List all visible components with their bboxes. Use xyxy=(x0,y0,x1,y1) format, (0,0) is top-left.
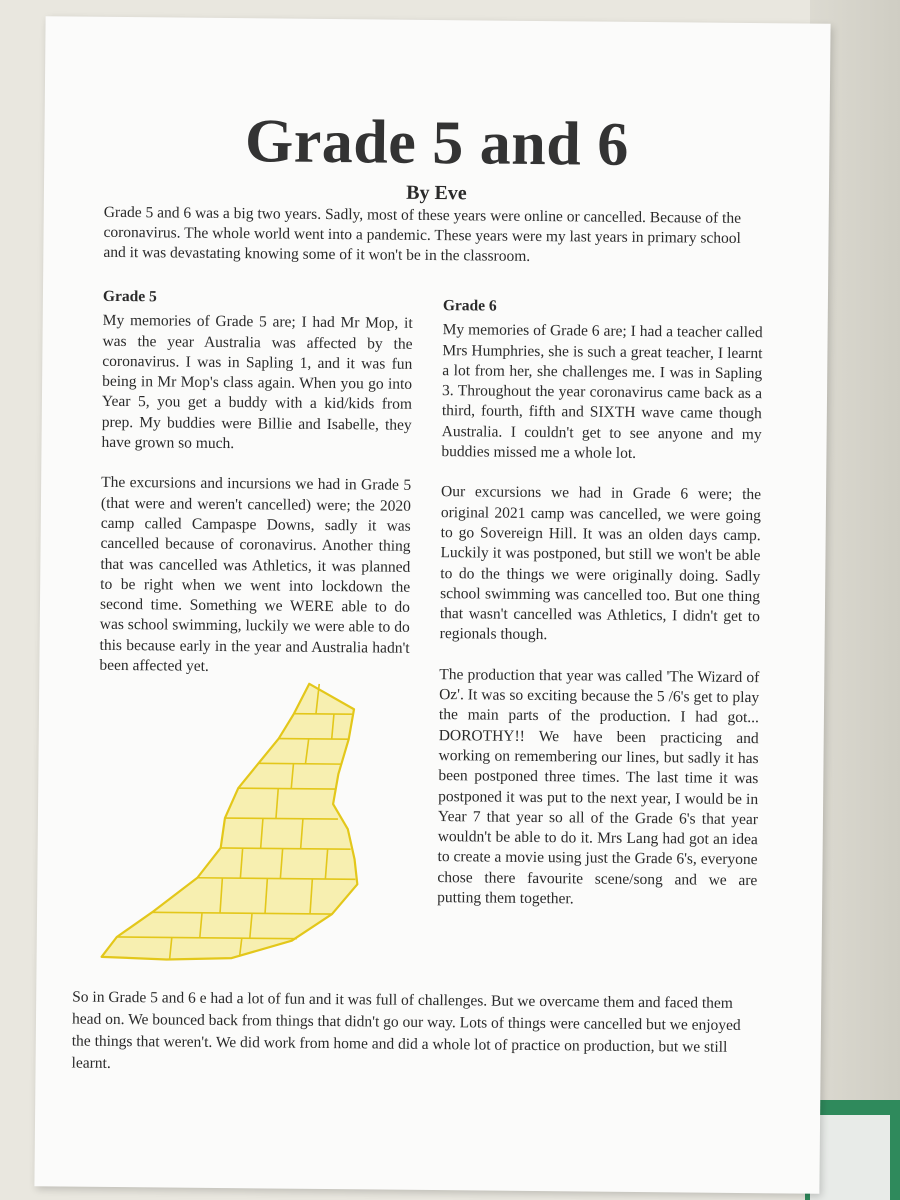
intro-paragraph: Grade 5 and 6 was a big two years. Sadly, most of these years were online or cancelled. Because of the coronavirus. The whole world went into a pandemic. These years were my last years in primary school and it was devastating knowing some of it won't be in the classroom. xyxy=(103,203,742,265)
grade5-column xyxy=(99,287,413,699)
grade6-paragraph-production: The production that year was called 'The Wizard of Oz'. It was so exciting because the 5 /6's get to play the main parts of the production. I had got... DOROTHY!! We have been practicing and working on remembering our lines, but sadly it has been postponed three times. The last time it was postponed it was put to the next year, I would be in Year 7 that year so all of the Grade 6's that year wouldn't be able to do it. Mrs Lang had got an idea to create a movie using just the Grade 6's, everyone chose there favourite scene/song and we are putting them together. xyxy=(437,665,760,908)
grade5-paragraph-memories: My memories of Grade 5 are; I had Mr Mop, it was the year Australia was affected by the coronavirus. I was in Sapling 1, and it was fun being in Mr Mop's class again. When you go into Year 5, you get a buddy with a kid/kids from prep. My buddies were Billie and Isabelle, they have grown so much. xyxy=(101,312,413,453)
grade6-paragraph-excursions: Our excursions we had in Grade 6 were; the original 2021 camp was cancelled, we were going to go Sovereign Hill. It was an olden days camp. Luckily it was postponed, but still we won't be able to do the things we were originally doing. Sadly school swimming was cancelled too. But one thing that wasn't cancelled was Athletics, I didn't get to regionals though. xyxy=(439,483,762,644)
author-byline: By Eve xyxy=(406,181,467,205)
grade5-paragraph-excursions: The excursions and incursions we had in Grade 5 (that were and weren't cancelled) were; the 2020 camp called Campaspe Downs, sadly it was cancelled because of coronavirus. Another thing that was cancelled was Athletics, it was planned to be right when we went into lockdown the second time. Something we WERE able to do was school swimming, luckily we were able to do this because early in the year and Australia hadn't been affected yet. xyxy=(99,474,412,675)
grade6-column xyxy=(437,296,763,931)
page-title: Grade 5 and 6 xyxy=(244,107,630,179)
grade5-heading: Grade 5 xyxy=(102,287,157,306)
background-holder xyxy=(810,1115,890,1200)
grade6-paragraph-memories: My memories of Grade 6 are; I had a teacher called Mrs Humphries, she is such a great teacher, I learnt a lot from her, she challenges me. I was in Sapling 3. Throughout the year coronavirus came back as a third, fourth, fifth and SIXTH wave came though Australia. I couldn't get to see anyone and my buddies missed me a whole lot. xyxy=(441,321,763,463)
brick-road-outline xyxy=(102,682,360,961)
paper-sheet xyxy=(34,16,830,1193)
yellow-brick-road-drawing xyxy=(92,677,365,970)
conclusion-paragraph: So in Grade 5 and 6 e had a lot of fun and it was full of challenges. But we overcame them and faced them head on. We bounced back from things that didn't go our way. Lots of things were cancelled but we enjoyed the things that weren't. We did work from home and did a whole lot of practice on production, but we still learnt. xyxy=(71,988,741,1072)
grade6-heading: Grade 6 xyxy=(442,297,497,315)
